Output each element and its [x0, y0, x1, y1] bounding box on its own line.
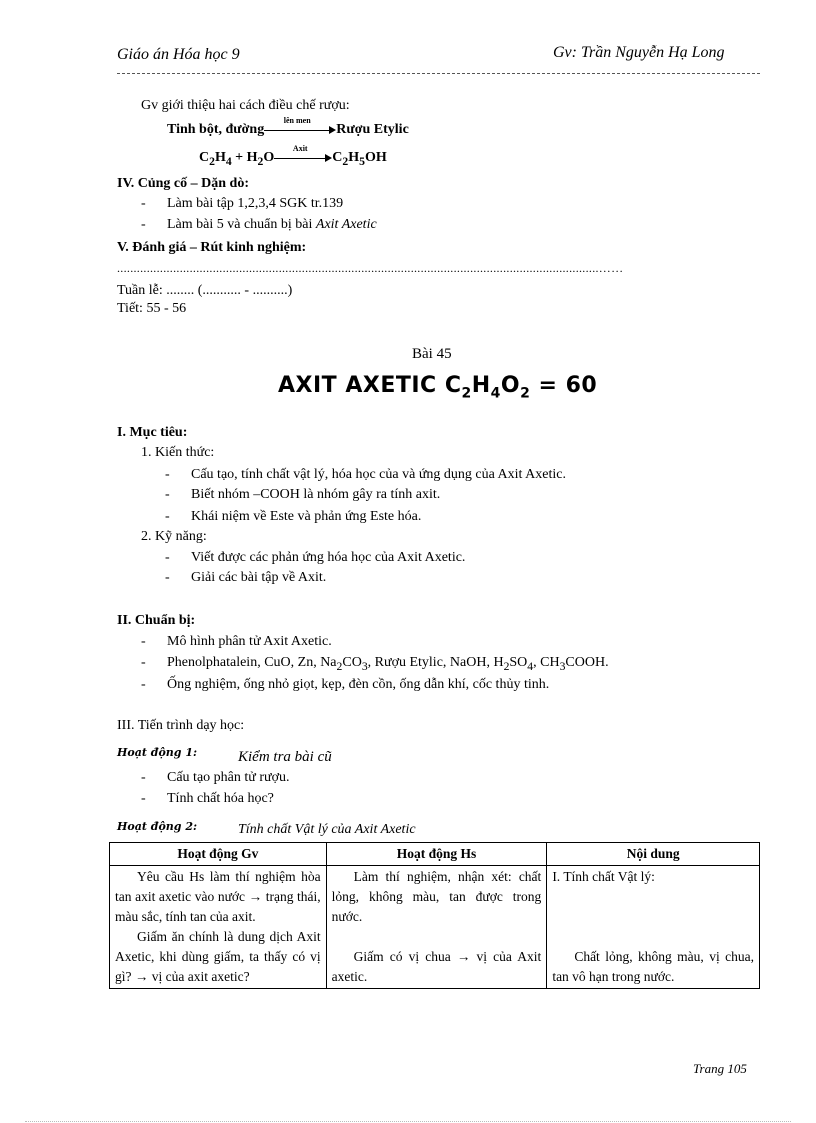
section-iv-title: IV. Củng cố – Dặn dò:	[117, 176, 249, 191]
content-heading: I. Tính chất Vật lý:	[552, 869, 655, 884]
col-header-gv: Hoạt động Gv	[110, 843, 327, 866]
lesson-number: Bài 45	[412, 346, 452, 362]
activity-2-title: Tính chất Vật lý của Axit Axetic	[238, 822, 416, 837]
list-item: - Viết được các phản ứng hóa học của Axit Axetic.	[165, 550, 466, 565]
lesson-title: AXIT AXETIC $C_2H_4O_2 = 60$	[278, 373, 598, 402]
intro-text: Gv giới thiệu hai cách điều chế rượu:	[141, 98, 350, 113]
list-item: - Mô hình phân tử Axit Axetic.	[141, 634, 332, 649]
content-para: Chất lỏng, không màu, vị chua, tan vô hạn trong nước.	[552, 949, 754, 984]
skills-title: 2. Kỹ năng:	[141, 529, 207, 544]
content-cell	[547, 866, 760, 989]
section-iii-title: III. Tiến trình dạy học:	[117, 718, 245, 733]
gv-para-2: Giấm ăn chính là dung dịch Axit Axetic, khi dùng giấm, ta thấy có vị gì? → vị của axit axetic?	[115, 929, 321, 984]
section-v-title: V. Đánh giá – Rút kinh nghiệm:	[117, 240, 307, 255]
col-header-content: Nội dung	[547, 843, 760, 866]
activity-table	[109, 842, 760, 989]
equation-2: $C_2H_4 + H_2O$ Axit $C_2H_5OH$	[199, 143, 387, 168]
eq1-arrow-label: lên men	[283, 115, 311, 125]
list-item: - Giải các bài tập về Axit.	[165, 570, 327, 585]
activity-1-label: Hoạt động 1:	[117, 746, 198, 759]
page-bottom-divider	[25, 1121, 791, 1122]
list-item: - Làm bài tập 1,2,3,4 SGK tr.139	[141, 196, 344, 211]
activity-2-label: Hoạt động 2:	[117, 820, 198, 833]
list-item: - Tính chất hóa học?	[141, 791, 274, 806]
gv-para-1: Yêu cầu Hs làm thí nghiệm hòa tan axit axetic vào nước → trạng thái, màu sắc, tính tan của axit.	[115, 869, 321, 924]
header-divider	[117, 73, 760, 74]
section-ii-title: II. Chuẩn bị:	[117, 613, 196, 628]
knowledge-title: 1. Kiến thức:	[141, 445, 215, 460]
list-item: - Ống nghiệm, ống nhỏ giọt, kẹp, đèn cồn, ống dẫn khí, cốc thủy tinh.	[141, 677, 550, 692]
list-item: - Phenolphatalein, CuO, Zn, $Na_2CO_3$, Rượu Etylic, NaOH, $H_2SO_4$, $CH_3COOH$.	[141, 655, 609, 673]
table-row	[110, 866, 760, 989]
page-number: Trang 105	[693, 1061, 747, 1076]
col-header-hs: Hoạt động Hs	[326, 843, 547, 866]
eq2-arrow-label: Axit	[292, 143, 308, 153]
activity-1-title: Kiểm tra bài cũ	[238, 749, 332, 765]
gv-cell	[110, 866, 327, 989]
hs-cell	[326, 866, 547, 989]
eq1-right: Rượu Etylic	[336, 122, 409, 137]
section-i-title: I. Mục tiêu:	[117, 425, 188, 440]
list-item: - Cấu tạo, tính chất vật lý, hóa học của và ứng dụng của Axit Axetic.	[165, 467, 566, 482]
hs-para-2: Giấm có vị chua → vị của Axit axetic.	[331, 949, 542, 984]
list-item: - Cấu tạo phân tử rượu.	[141, 770, 290, 785]
equation-1	[167, 115, 409, 138]
header-left: Giáo án Hóa học 9	[117, 46, 240, 63]
hs-para-1: Làm thí nghiệm, nhận xét: chất lỏng, không màu, tan được trong nước.	[331, 869, 542, 924]
dotted-line: ..................................................................................................................................................……	[117, 261, 624, 275]
list-item: - Khái niệm về Este và phản ứng Este hóa.	[165, 509, 422, 524]
eq1-left: Tinh bột, đường	[167, 122, 265, 137]
list-item: - Làm bài 5 và chuẩn bị bài Axit Axetic	[141, 217, 377, 232]
list-item: - Biết nhóm –COOH là nhóm gây ra tính axit.	[165, 487, 441, 502]
header-right: Gv: Trần Nguyễn Hạ Long	[553, 44, 725, 61]
arrow-icon	[274, 143, 332, 163]
period-line: Tiết: 55 - 56	[117, 301, 187, 316]
arrow-icon	[264, 115, 336, 135]
week-line: Tuần lễ: ........ (........... - ..........)	[117, 283, 293, 298]
table-header-row	[110, 843, 760, 866]
